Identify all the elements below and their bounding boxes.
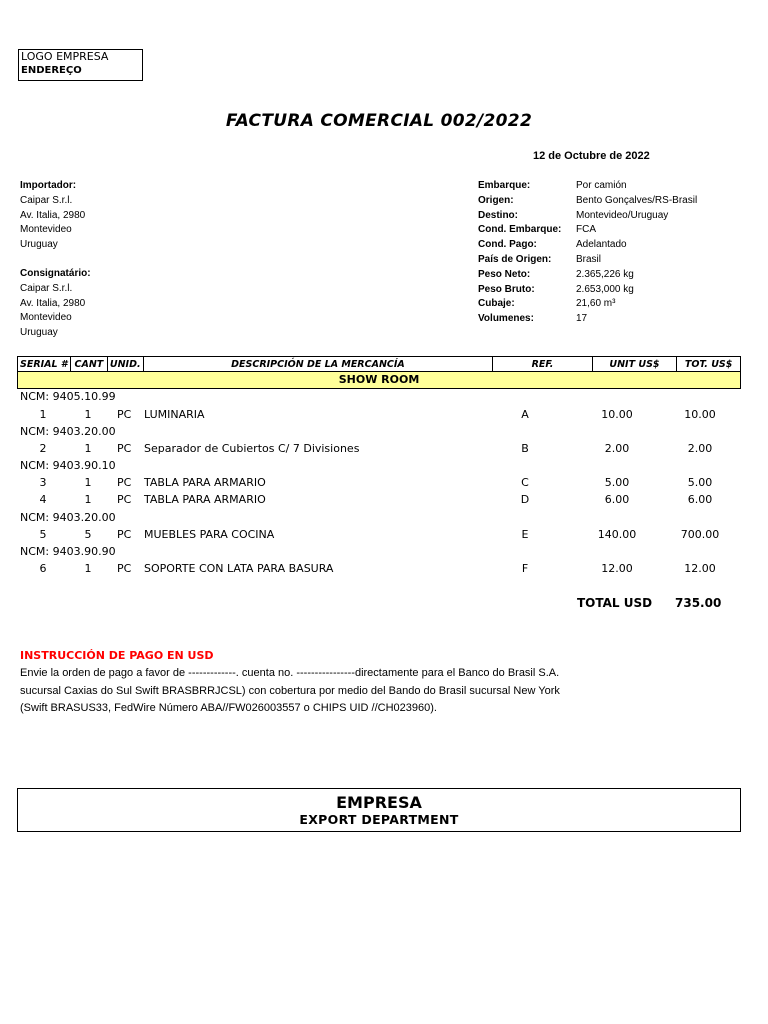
cell-serial: 1 [39,408,47,421]
shipping-row [478,297,697,312]
cell-unid: PC [117,408,132,421]
shipping-value: Bento Gonçalves/RS-Brasil [576,194,698,206]
shipping-value: FCA [576,224,596,236]
cell-ref: A [521,408,529,421]
importer-line: Uruguay [20,239,58,251]
cell-ref: F [521,562,529,575]
consignee-line: Montevideo [20,312,72,324]
cell-cant: 1 [84,408,92,421]
shipping-value: Por camión [576,180,627,191]
col-header-description: DESCRIPCIÓN DE LA MERCANCÍA [143,357,493,372]
cell-serial: 3 [39,476,47,489]
items-table-header [17,356,741,372]
cell-total: 5.00 [687,476,713,489]
payment-line: sucursal Caxias do Sul Swift BRASBRRJCSL) con cobertura por medio del Bando do Brasil sucursal New York [20,684,560,697]
ncm-code: NCM: 9403.20.00 [20,511,116,524]
importer-line: Av. Italia, 2980 [20,209,86,221]
cell-total: 6.00 [687,493,713,506]
cell-unit-price: 12.00 [601,562,633,575]
ncm-code: NCM: 9405.10.99 [20,390,116,403]
col-header-ref: REF. [493,357,592,372]
cell-total: 700.00 [680,528,720,541]
shipping-key: Origen: [478,194,514,206]
consignee-block [20,267,91,341]
shipping-key: Volumenes: [478,313,534,325]
cell-cant: 1 [84,442,92,455]
shipping-value: 17 [576,313,588,325]
company-signature-box [17,788,741,832]
payment-title: INSTRUCCIÓN DE PAGO EN USD [20,649,214,662]
cell-unit-price: 6.00 [604,493,630,506]
shipping-row [478,223,697,238]
logo-placeholder: LOGO EMPRESA [21,50,109,63]
consignee-line: Uruguay [20,327,58,339]
shipping-value: Montevideo/Uruguay [576,209,669,221]
shipping-key: Embarque: [478,180,531,191]
shipping-key: Cond. Pago: [478,239,537,251]
total-value: 735.00 [675,596,722,610]
col-header-total: TOT. US$ [677,357,741,372]
cell-serial: 6 [39,562,47,575]
shipping-row [478,179,697,194]
shipping-row [478,268,697,283]
cell-cant: 5 [84,528,92,541]
shipping-row [478,253,697,268]
company-address: ENDEREÇO [21,65,82,76]
col-header-unid: UNID. [107,357,143,372]
col-header-serial: SERIAL # [18,357,71,372]
shipping-key: País de Origen: [478,253,552,265]
cell-unit-price: 2.00 [604,442,630,455]
shipping-block [478,179,697,327]
cell-description: Separador de Cubiertos C/ 7 Divisiones [144,442,360,455]
invoice-date: 12 de Octubre de 2022 [533,150,650,162]
cell-ref: C [521,476,529,489]
logo-box [18,49,143,81]
cell-total: 10.00 [684,408,716,421]
cell-total: 2.00 [687,442,713,455]
cell-unid: PC [117,493,132,506]
cell-unit-price: 5.00 [604,476,630,489]
payment-instructions [20,665,640,718]
shipping-key: Peso Neto: [478,268,531,280]
cell-serial: 5 [39,528,47,541]
cell-ref: E [521,528,529,541]
company-department: EXPORT DEPARTMENT [299,812,459,827]
cell-unid: PC [117,562,132,575]
cell-ref: B [521,442,529,455]
importer-line: Caipar S.r.l. [20,194,73,206]
shipping-key: Cond. Embarque: [478,224,562,236]
cell-description: SOPORTE CON LATA PARA BASURA [144,562,334,575]
shipping-value: Brasil [576,253,602,265]
consignee-label: Consignatário: [20,268,91,279]
importer-block [20,179,85,253]
shipping-row [478,194,697,209]
invoice-title: FACTURA COMERCIAL 002/2022 [225,111,533,131]
col-header-unit-price: UNIT US$ [592,357,677,372]
shipping-value: 21,60 m³ [576,298,616,310]
total-label: TOTAL USD [577,596,653,610]
section-show-room: SHOW ROOM [17,371,741,389]
shipping-key: Destino: [478,209,518,221]
shipping-value: Adelantado [576,239,627,251]
cell-unid: PC [117,442,132,455]
cell-description: TABLA PARA ARMARIO [144,493,266,506]
cell-description: MUEBLES PARA COCINA [144,528,275,541]
consignee-line: Caipar S.r.l. [20,282,73,294]
cell-description: TABLA PARA ARMARIO [144,476,266,489]
payment-line: Envie la orden de pago a favor de -------------. cuenta no. ----------------directamente para el Banco do Brasil S.A. [20,667,560,679]
col-header-cant: CANT [70,357,107,372]
shipping-key: Peso Bruto: [478,283,535,295]
cell-serial: 2 [39,442,47,455]
consignee-line: Av. Italia, 2980 [20,297,86,309]
shipping-row [478,283,697,298]
cell-total: 12.00 [684,562,716,575]
company-name: EMPRESA [336,793,422,812]
cell-cant: 1 [84,562,92,575]
cell-ref: D [520,493,530,506]
ncm-code: NCM: 9403.20.00 [20,425,116,438]
shipping-row [478,238,697,253]
importer-line: Montevideo [20,224,72,236]
payment-line: (Swift BRASUS33, FedWire Número ABA//FW026003557 o CHIPS UID //CH023960). [20,702,437,714]
cell-unit-price: 10.00 [601,408,633,421]
cell-unit-price: 140.00 [597,528,637,541]
cell-cant: 1 [84,476,92,489]
shipping-row [478,312,697,327]
shipping-value: 2.365,226 kg [576,268,634,280]
cell-cant: 1 [84,493,92,506]
shipping-value: 2.653,000 kg [576,283,634,295]
cell-unid: PC [117,476,132,489]
cell-description: LUMINARIA [144,408,205,421]
shipping-key: Cubaje: [478,298,515,310]
cell-unid: PC [117,528,132,541]
cell-serial: 4 [39,493,47,506]
ncm-code: NCM: 9403.90.90 [20,545,116,558]
shipping-row [478,209,697,224]
importer-label: Importador: [20,180,77,191]
ncm-code: NCM: 9403.90.10 [20,459,116,472]
